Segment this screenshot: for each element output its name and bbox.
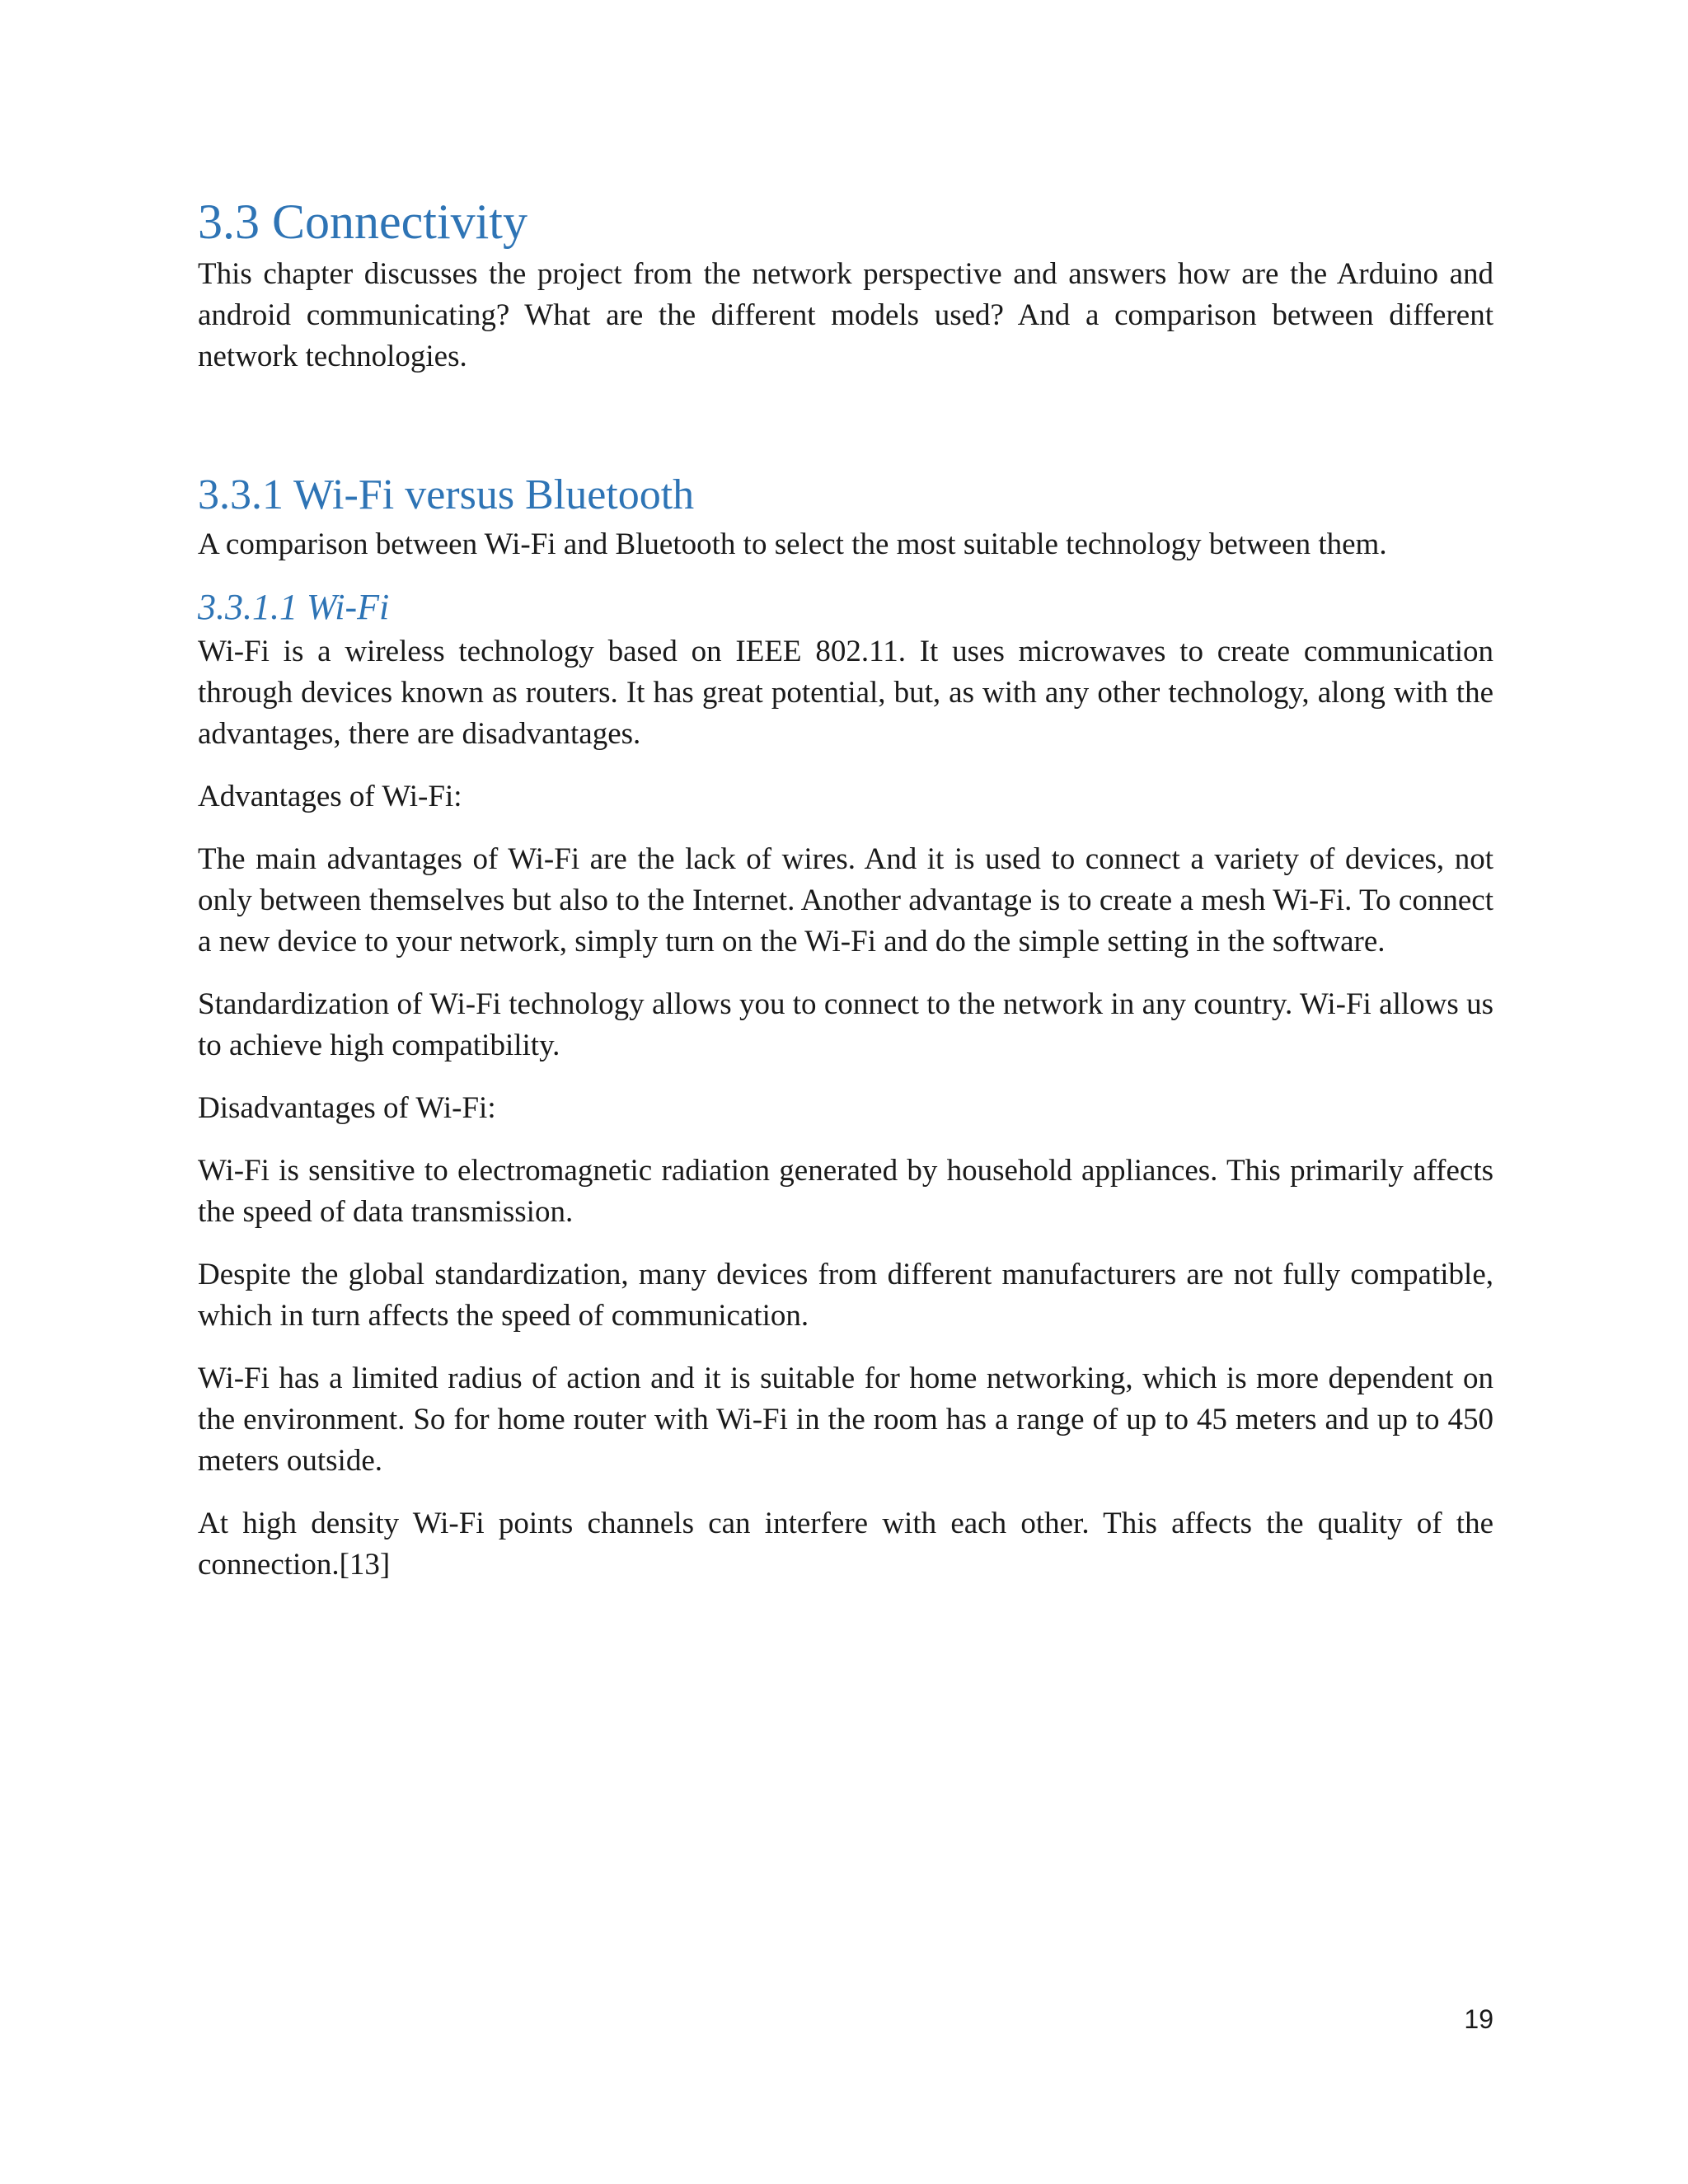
- disadvantages-paragraph-3: Wi-Fi has a limited radius of action and it is suitable for home networking, which is more dependent on the environment. So for home router with Wi-Fi in the room has a range of up to 45 meters and up to 450 meters outside.: [198, 1361, 1493, 1478]
- page-number: 19: [1464, 2004, 1493, 2034]
- section-intro-paragraph: This chapter discusses the project from the network perspective and answers how are the Arduino and android communicating? What are the different models used? And a comparison between different network technologies.: [198, 257, 1493, 373]
- disadvantages-paragraph-2: Despite the global standardization, many devices from different manufacturers are not fully compatible, which in turn affects the speed of communication.: [198, 1258, 1493, 1333]
- wifi-definition-paragraph: Wi-Fi is a wireless technology based on IEEE 802.11. It uses microwaves to create communication through devices known as routers. It has great potential, but, as with any other technology, along with the advantages, there are disadvantages.: [198, 635, 1493, 751]
- advantages-paragraph-1: The main advantages of Wi-Fi are the lack of wires. And it is used to connect a variety of devices, not only between themselves but also to the Internet. Another advantage is to create a mesh Wi-Fi. To connect a new device to your network, simply turn on the Wi-Fi and do the simple setting in the software.: [198, 842, 1493, 958]
- advantages-label: Advantages of Wi-Fi:: [198, 780, 462, 813]
- document-page: [198, 190, 1493, 1586]
- section-heading: 3.3 Connectivity: [198, 194, 528, 249]
- subsection-heading: 3.3.1 Wi-Fi versus Bluetooth: [198, 471, 695, 518]
- subsubsection-heading: 3.3.1.1 Wi-Fi: [198, 587, 390, 627]
- disadvantages-paragraph-1: Wi-Fi is sensitive to electromagnetic radiation generated by household appliances. This primarily affects the speed of data transmission.: [198, 1154, 1493, 1229]
- disadvantages-paragraph-4: At high density Wi-Fi points channels can interfere with each other. This affects the quality of the connection.[13]: [198, 1507, 1493, 1582]
- disadvantages-label: Disadvantages of Wi-Fi:: [198, 1091, 496, 1125]
- advantages-paragraph-2: Standardization of Wi-Fi technology allows you to connect to the network in any country. Wi-Fi allows us to achieve high compatibility.: [198, 987, 1493, 1062]
- subsection-intro-paragraph: A comparison between Wi-Fi and Bluetooth to select the most suitable technology between them.: [198, 527, 1387, 561]
